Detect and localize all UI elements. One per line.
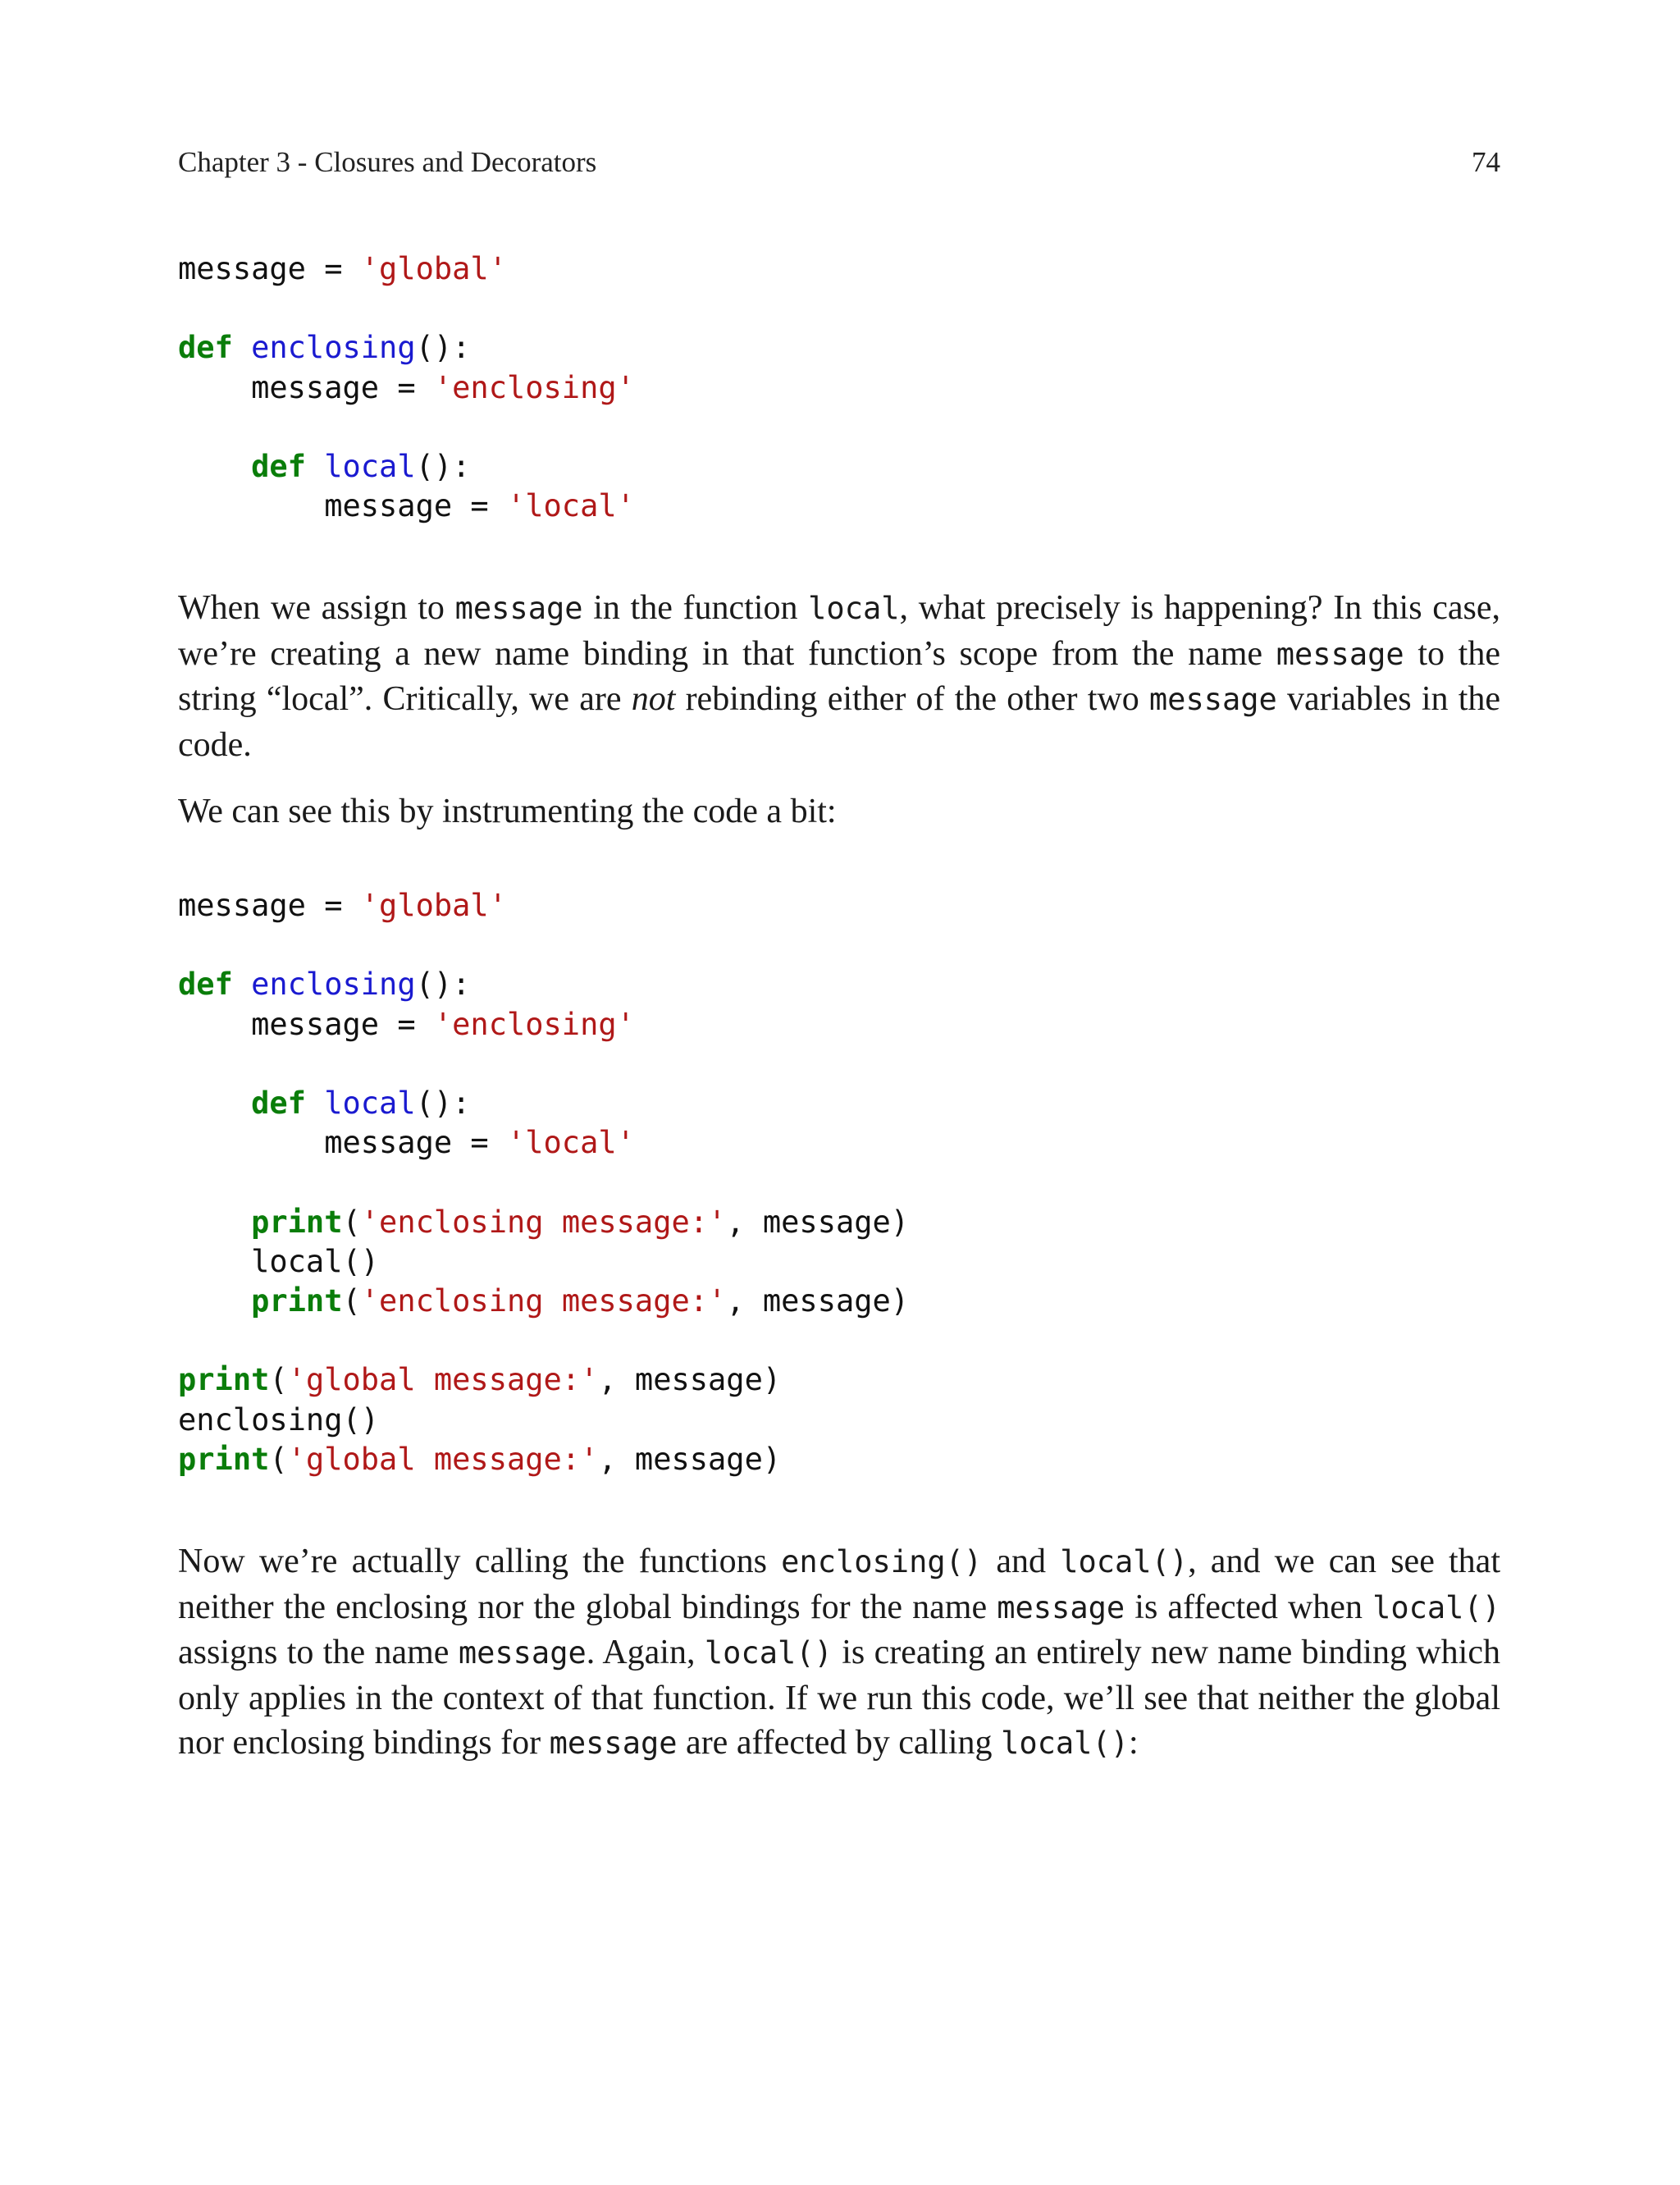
page-number: 74: [1472, 146, 1500, 178]
code-token: =: [305, 888, 361, 923]
inline-code: message: [1276, 636, 1404, 672]
code-string: 'local': [506, 488, 635, 524]
code-token: , message): [726, 1283, 910, 1319]
code-string: 'global': [360, 251, 507, 286]
code-string: 'global': [360, 888, 507, 923]
code-token: ():: [415, 330, 471, 366]
inline-code: local(): [1001, 1726, 1129, 1761]
code-token: (: [269, 1441, 288, 1477]
code-string: 'enclosing message:': [360, 1204, 727, 1240]
code-string: 'global message:': [287, 1441, 599, 1477]
code-token: enclosing(): [178, 1401, 380, 1438]
paragraph-3: Now we’re actually calling the functions enclosing() and local(), and we can see that neither the enclosing nor the global bindings for the name message is affected when local() assigns to the name message. Again, local() is creating an entirely new name binding which only applies in the context of that function. If we run this code, we’ll see that neither the global nor enclosing bindings for message are affected by calling local():: [178, 1543, 1501, 1762]
inline-code: message: [458, 1635, 587, 1671]
emphasis: not: [631, 680, 676, 718]
code-token: =: [452, 1125, 507, 1161]
code-function-name: local: [324, 1086, 416, 1122]
code-function-name: enclosing: [251, 967, 416, 1003]
code-token: =: [305, 251, 361, 286]
code-token: (: [342, 1204, 361, 1240]
code-token: message: [178, 1125, 453, 1161]
code-token: local(): [178, 1243, 380, 1279]
chapter-title: Chapter 3 - Closures and Decorators: [178, 146, 597, 178]
inline-code: local(): [1060, 1544, 1189, 1579]
inline-code: enclosing(): [781, 1544, 983, 1579]
code-token: message: [178, 251, 306, 286]
inline-code: local(): [704, 1635, 833, 1671]
code-token: ():: [415, 967, 471, 1003]
paragraph-1: When we assign to message in the function local, what precisely is happening? In this case, we’re creating a new name binding in that function’s scope from the name message to the string “local”. Critically, we are not rebinding either of the other two message variables in the code.: [178, 589, 1501, 764]
code-token: message: [178, 1006, 380, 1042]
code-keyword: print: [178, 1362, 270, 1398]
code-token: (: [269, 1362, 288, 1398]
code-token: , message): [726, 1204, 910, 1240]
code-token: message: [178, 888, 306, 923]
code-keyword: def: [251, 449, 306, 485]
code-function-name: local: [324, 449, 416, 485]
code-string: 'local': [506, 1125, 635, 1161]
code-string: 'enclosing': [433, 1006, 635, 1042]
code-token: =: [379, 369, 434, 405]
code-token: ():: [415, 1086, 471, 1122]
code-token: , message): [598, 1441, 782, 1477]
code-function-name: enclosing: [251, 330, 416, 366]
code-string: 'enclosing message:': [360, 1283, 727, 1319]
inline-code: message: [1148, 682, 1277, 717]
code-string: 'enclosing': [433, 369, 635, 405]
code-token: (: [342, 1283, 361, 1319]
code-token: =: [452, 488, 507, 524]
inline-code: local(): [1372, 1589, 1501, 1625]
code-keyword: print: [251, 1283, 343, 1319]
code-token: message: [178, 488, 453, 524]
code-keyword: def: [178, 330, 233, 366]
code-keyword: print: [251, 1204, 343, 1240]
code-keyword: print: [178, 1441, 270, 1477]
code-block-2: [178, 886, 909, 1479]
inline-code: message: [549, 1726, 678, 1761]
code-token: , message): [598, 1362, 782, 1398]
code-keyword: def: [178, 967, 233, 1003]
code-token: =: [379, 1006, 434, 1042]
inline-code: message: [454, 591, 583, 626]
code-keyword: def: [251, 1086, 306, 1122]
code-block-1: [178, 249, 635, 526]
inline-code: local: [808, 591, 900, 626]
code-token: message: [178, 369, 380, 405]
inline-code: message: [997, 1589, 1125, 1625]
code-token: ():: [415, 449, 471, 485]
paragraph-2: We can see this by instrumenting the code a bit:: [178, 793, 837, 830]
code-string: 'global message:': [287, 1362, 599, 1398]
